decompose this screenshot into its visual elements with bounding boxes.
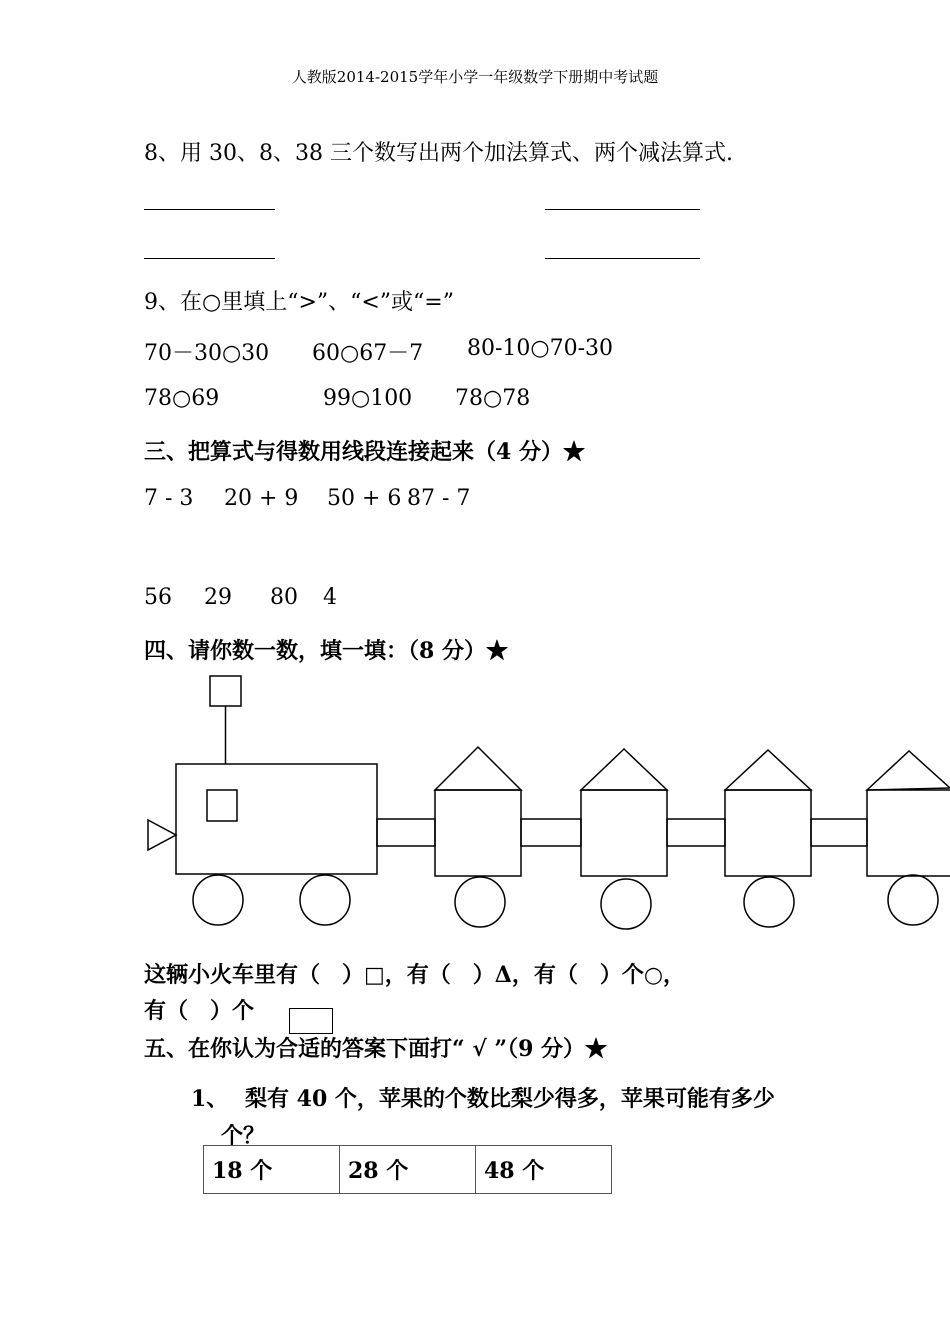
rectangle-shape	[289, 1008, 333, 1034]
question-9: 9、在○里填上“>”、“<”或“=”	[144, 290, 454, 315]
match-expression[interactable]: 50 + 6	[327, 486, 402, 511]
section-5-title: 五、在你认为合适的答案下面打“ √ ”（9 分）★	[144, 1036, 608, 1062]
wheel-circle	[300, 875, 350, 925]
match-expression[interactable]: 7 - 3	[144, 486, 194, 511]
wheel-circle	[193, 875, 243, 925]
car-connector	[377, 819, 435, 846]
car-connector	[521, 819, 581, 846]
wheel-circle	[744, 877, 794, 927]
answer-blank-2[interactable]	[545, 209, 700, 210]
car-square	[867, 790, 950, 876]
car-square	[435, 790, 521, 876]
compare-expression: 78○69	[144, 386, 220, 411]
car-roof-triangle	[867, 751, 950, 790]
answer-options-table	[203, 1145, 612, 1194]
car-square	[581, 790, 667, 876]
train-figure	[140, 668, 950, 930]
match-result[interactable]: 80	[270, 585, 298, 610]
answer-blank-4[interactable]	[545, 258, 700, 259]
match-result[interactable]: 4	[323, 585, 337, 610]
locomotive-window	[207, 790, 237, 821]
compare-expression: 70－30○30	[144, 341, 270, 366]
option-cell[interactable]: 18 个	[204, 1146, 340, 1194]
chimney-square	[210, 676, 241, 706]
locomotive-body	[176, 764, 377, 874]
match-result[interactable]: 56	[144, 585, 172, 610]
wheel-circle	[601, 879, 651, 929]
compare-expression: 80-10○70-30	[467, 336, 614, 361]
car-roof-triangle	[725, 750, 811, 790]
car-square	[725, 790, 811, 876]
option-cell[interactable]: 48 个	[476, 1146, 612, 1194]
compare-expression: 99○100	[323, 386, 413, 411]
compare-expression: 60○67－7	[312, 341, 424, 366]
count-question-line2: 有（ ）个	[144, 998, 255, 1024]
table-row	[204, 1146, 612, 1194]
question-1-number: 1、	[191, 1086, 229, 1112]
section-3-title: 三、把算式与得数用线段连接起来（4 分）★	[144, 439, 585, 465]
option-cell[interactable]: 28 个	[340, 1146, 476, 1194]
question-8: 8、用 30、8、38 三个数写出两个加法算式、两个减法算式.	[144, 141, 733, 166]
question-1-text-cont: 个？	[221, 1123, 266, 1149]
match-expression[interactable]: 87 - 7	[407, 486, 471, 511]
wheel-circle	[455, 877, 505, 927]
car-roof-triangle	[435, 747, 521, 790]
count-question-line1: 这辆小火车里有（ ）□，有（ ）Δ，有（ ）个○，	[144, 962, 686, 988]
match-result[interactable]: 29	[204, 585, 232, 610]
section-4-title: 四、请你数一数，填一填：（8 分）★	[144, 638, 508, 664]
car-connector	[667, 819, 725, 846]
car-connector	[811, 819, 867, 846]
compare-expression: 78○78	[455, 386, 531, 411]
wheel-circle	[888, 875, 938, 925]
car-roof-triangle	[581, 749, 667, 790]
answer-blank-3[interactable]	[144, 258, 275, 259]
match-expression[interactable]: 20 + 9	[224, 486, 299, 511]
answer-blank-1[interactable]	[144, 209, 275, 210]
locomotive-nose-triangle	[148, 820, 176, 850]
question-1-text: 梨有 40 个，苹果的个数比梨少得多，苹果可能有多少	[245, 1086, 775, 1112]
page-header: 人教版2014-2015学年小学一年级数学下册期中考试题	[291, 68, 659, 86]
